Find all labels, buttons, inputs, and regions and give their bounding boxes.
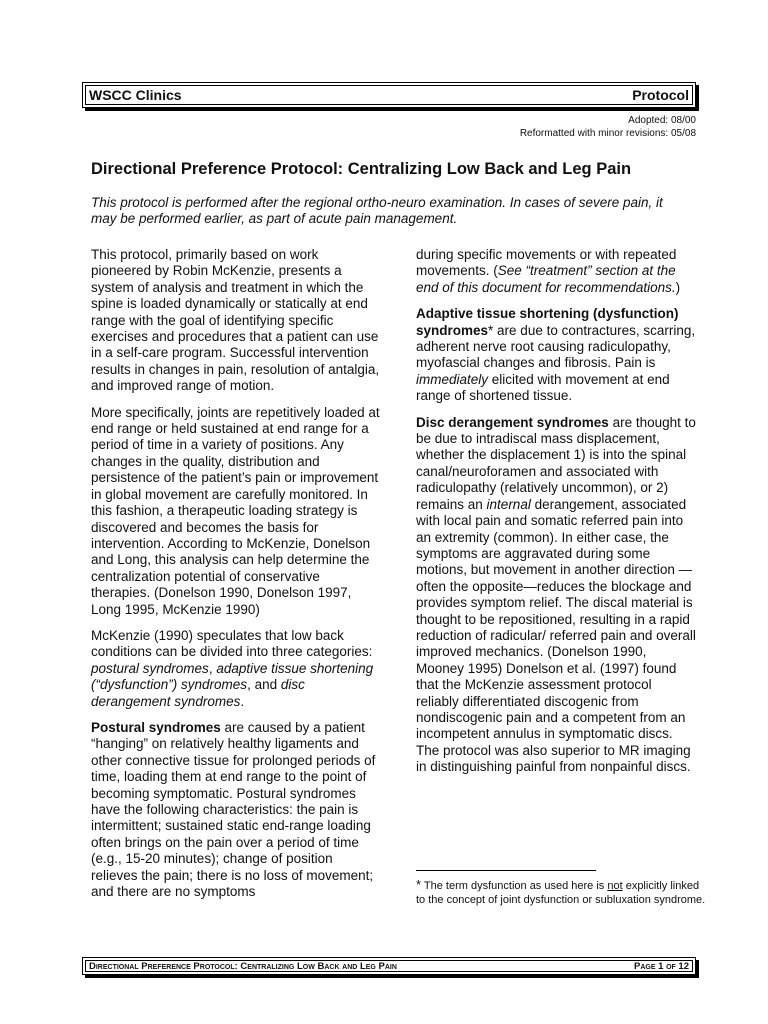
paragraph: Disc derangement syndromes are thought to be due to intradiscal mass displacement, whether the displacement 1) is into the spinal canal/neuroforamen and associated with radiculopathy (relatively uncommon), or 2) remains an internal derangement, associated with local pain and somatic referred pain into an extremity (common). In either case, the symptoms are aggravated during some motions, but movement in another direction —often the opposite—reduces the blockage and provides symptom relief. The discal material is thought to be repositioned, resulting in a rapid reduction of radicular/ referred pain and overall improved mechanics. (Donelson 1990, Mooney 1995) Donelson et al. (1997) found that the McKenzie assessment protocol reliably differentiated discogenic from nondiscogenic pain and a competent from an incompetent annulus in symptomatic discs. The protocol was also superior to MR imaging in distinguishing painful from nonpainful discs. — [416, 414, 696, 775]
adopted-date: Adopted: 08/00 — [628, 115, 696, 126]
revision-info — [520, 114, 696, 140]
term-postural-syndromes: Postural syndromes — [91, 719, 221, 735]
term-disc-derangement: Disc derangement syndromes — [416, 414, 609, 430]
footer-title: Directional Preference Protocol: Centralizing Low Back and Leg Pain — [89, 960, 397, 972]
revised-date: Reformatted with minor revisions: 05/08 — [519, 128, 696, 139]
footnote-star: * — [416, 877, 422, 892]
left-column — [91, 247, 381, 910]
paragraph: This protocol, primarily based on work pioneered by Robin McKenzie, presents a system of analysis and treatment in which the spine is loaded dynamically or statically at end range with the goal of identifying specific exercises and procedures that a patient can use in a self-care program. Successful intervention results in changes in pain, resolution of antalgia, and improved range of motion. — [91, 247, 380, 394]
footnote-divider — [416, 870, 596, 871]
paragraph: Adaptive tissue shortening (dysfunction) syndromes* are due to contractures, scarring, adherent nerve root causing radiculopathy, myofascial changes and fibrosis. Pain is immediately elicited with movement at end range of shortened tissue. — [416, 306, 696, 404]
paragraph: McKenzie (1990) speculates that low back conditions can be divided into three categories: postural syndromes, adaptive tissue shortening (“dysfunction”) syndromes, and disc derangement syndromes. — [91, 627, 374, 709]
term-adaptive-tissue-shortening: Adaptive tissue shortening (dysfunction) syndromes — [416, 306, 679, 338]
header-document-type: Protocol — [632, 87, 689, 103]
document-footer — [82, 957, 696, 975]
paragraph: during specific movements or with repeated movements. (See “treatment” section at the end of this document for recommendations.) — [416, 247, 681, 295]
footnote: * The term dysfunction as used here is not explicitly linked to the concept of joint dysfunction or subluxation syndrome. — [416, 877, 706, 906]
intro-paragraph: This protocol is performed after the regional ortho-neuro examination. In cases of severe pain, it may be performed earlier, as part of acute pain management. — [91, 195, 663, 226]
footnote-marker: * — [488, 322, 494, 338]
page-number: Page 1 of 12 — [634, 960, 689, 972]
paragraph: Postural syndromes are caused by a patient “hanging” on relatively healthy ligaments and other connective tissue for prolonged periods of time, loading them at end range to the point of becoming symptomatic. Postural syndromes have the following characteristics: the pain is intermittent; sustained static end-range loading often brings on the pain over a period of time (e.g., 15-20 minutes); change of position relieves the pain; there is no loss of movement; and there are no symptoms — [91, 719, 376, 900]
page-title: Directional Preference Protocol: Centralizing Low Back and Leg Pain — [91, 160, 632, 178]
header-organization: WSCC Clinics — [89, 87, 182, 103]
paragraph: More specifically, joints are repetitively loaded at end range or held sustained at end range for a period of time in a variety of positions. Any changes in the quality, distribution and persistence of the patient’s pain or improvement in global movement are carefully monitored. In this fashion, a therapeutic loading strategy is discovered and becomes the basis for intervention. According to McKenzie, Donelson and Long, this analysis can help determine the centralization potential of conservative therapies. (Donelson 1990, Donelson 1997, Long 1995, McKenzie 1990) — [91, 404, 380, 617]
right-column — [416, 247, 698, 786]
document-header — [82, 82, 696, 108]
